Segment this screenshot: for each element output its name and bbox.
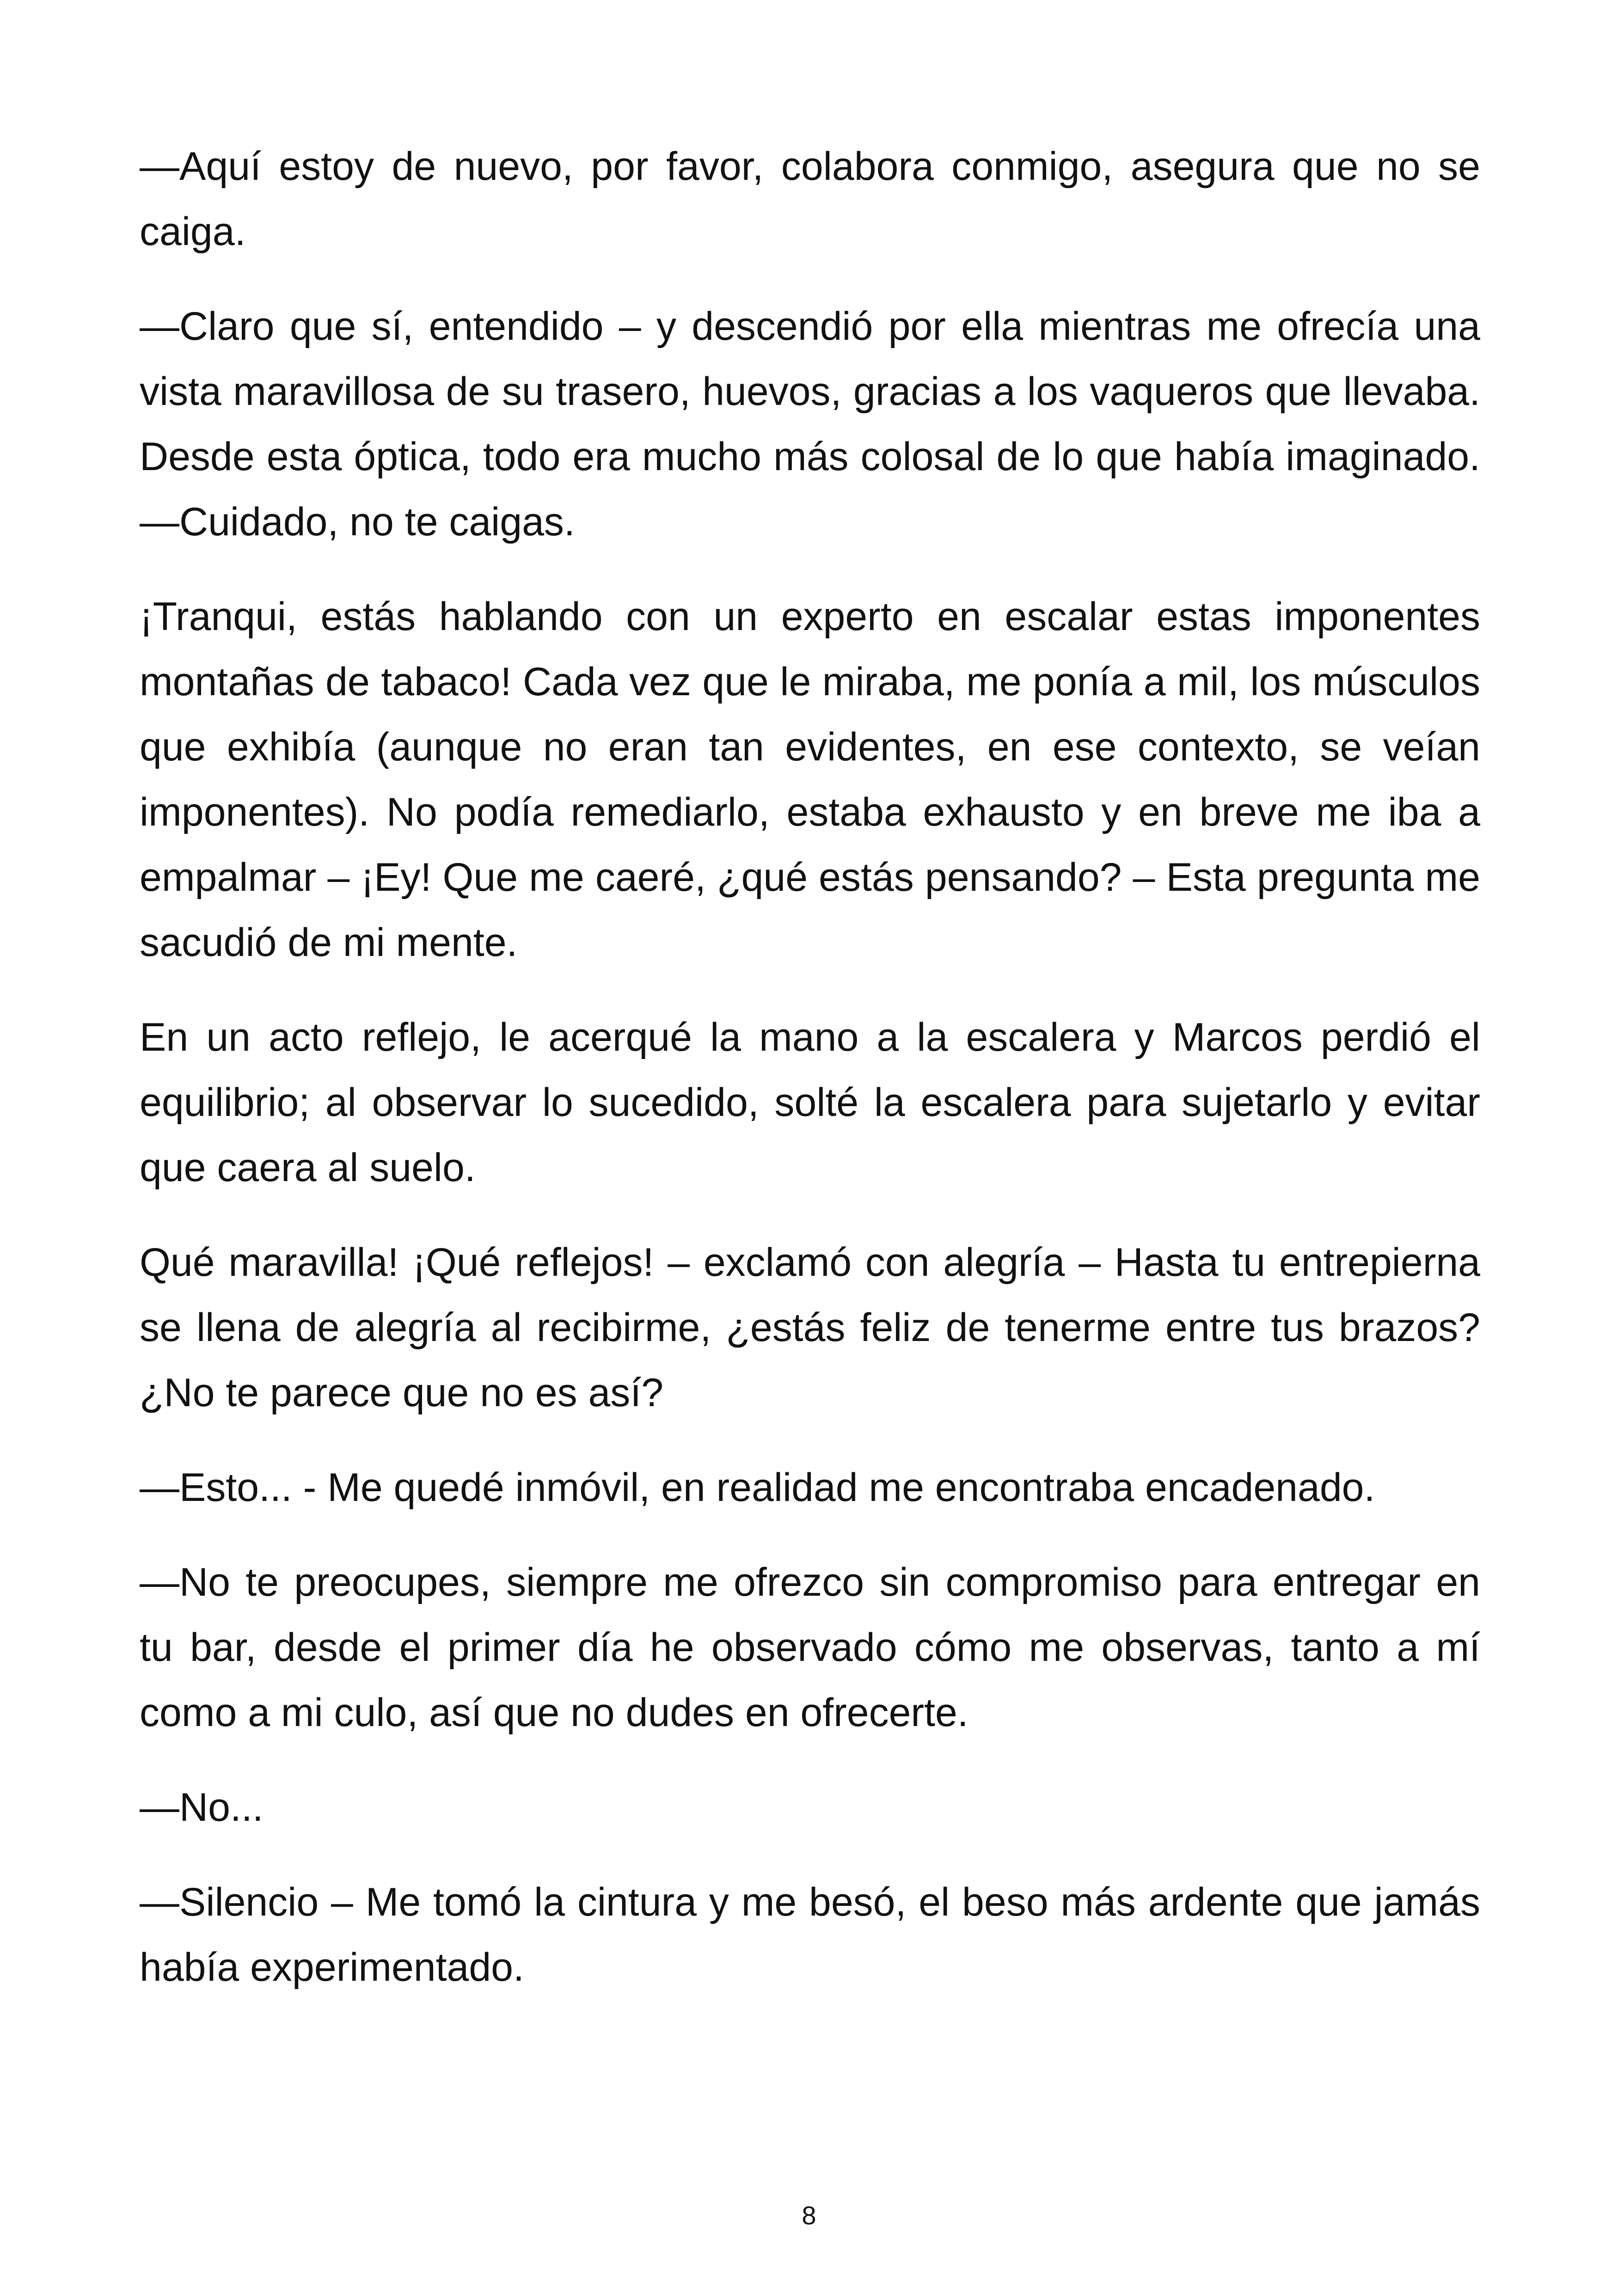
paragraph: Qué maravilla! ¡Qué reflejos! – exclamó con alegría – Hasta tu entrepierna se llena de alegría al recibirme, ¿estás feliz de tenerme entre tus brazos? ¿No te parece que no es así? <box>140 1240 1480 1415</box>
paragraph: —Silencio – Me tomó la cintura y me besó, el beso más ardente que jamás había experimentado. <box>140 1880 1480 1990</box>
paragraph: —No te preocupes, siempre me ofrezco sin compromiso para entregar en tu bar, desde el primer día he observado cómo me observas, tanto a mí como a mi culo, así que no dudes en ofrecerte. <box>140 1560 1480 1735</box>
paragraph: —Claro que sí, entendido – y descendió por ella mientras me ofrecía una vista maravillosa de su trasero, huevos, gracias a los vaqueros que llevaba. Desde esta óptica, todo era mucho más colosal de lo que había imaginado. —Cuidado, no te caigas. <box>140 304 1480 544</box>
paragraph: —No... <box>140 1785 264 1830</box>
page-number: 8 <box>802 2201 816 2230</box>
paragraph: ¡Tranqui, estás hablando con un experto en escalar estas imponentes montañas de tabaco! Cada vez que le miraba, me ponía a mil, los músculos que exhibía (aunque no eran tan evidentes, en ese contexto, se veían imponentes). No podía remediarlo, estaba exhausto y en breve me iba a empalmar – ¡Ey! Que me caeré, ¿qué estás pensando? – Esta pregunta me sacudió de mi mente. <box>140 594 1480 965</box>
paragraph: —Aquí estoy de nuevo, por favor, colabora conmigo, asegura que no se caiga. <box>140 144 1480 254</box>
body-text <box>140 134 1480 2030</box>
paragraph: —Esto... - Me quedé inmóvil, en realidad me encontraba encadenado. <box>140 1465 1375 1510</box>
paragraph: En un acto reflejo, le acerqué la mano a la escalera y Marcos perdió el equilibrio; al observar lo sucedido, solté la escalera para sujetarlo y evitar que caera al suelo. <box>140 1015 1480 1190</box>
